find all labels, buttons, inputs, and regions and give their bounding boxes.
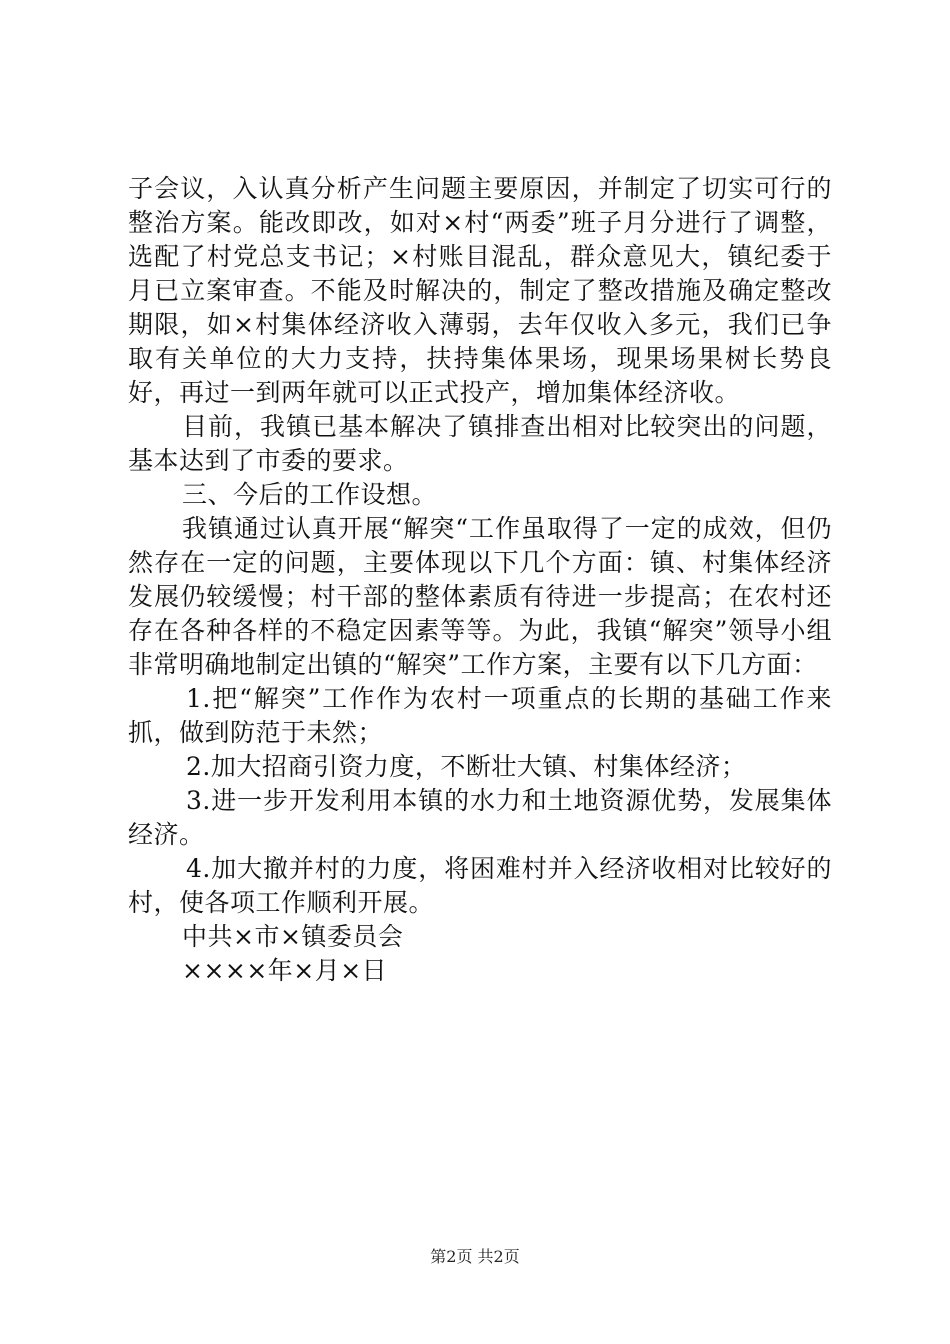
list-item-3: 3.进一步开发利用本镇的水力和土地资源优势，发展集体经济。 bbox=[128, 786, 832, 849]
list-item-2: 2.加大招商引资力度，不断壮大镇、村集体经济； bbox=[186, 752, 747, 781]
paragraph-rectification: 子会议，入认真分析产生问题主要原因，并制定了切实可行的整治方案。能改即改，如对×村“两委”班子月分进行了调整，选配了村党总支书记；×村账目混乱，群众意见大，镇纪委于月已立案审查。不能及时解决的，制定了整改措施及确定整改期限，如×村集体经济收入薄弱，去年仅收入多元，我们已争取有关单位的大力支持，扶持集体果场，现果场果树长势良好，再过一到两年就可以正式投产，增加集体经济收。 bbox=[128, 174, 832, 407]
signature-organization: 中共×市×镇委员会 bbox=[182, 922, 404, 951]
document-body bbox=[128, 172, 832, 988]
list-item-4: 4.加大撤并村的力度，将困难村并入经济收相对比较好的村，使各项工作顺利开展。 bbox=[128, 854, 832, 917]
page-number-footer: 第2页 共2页 bbox=[430, 1247, 520, 1266]
paragraph-current-status: 目前，我镇已基本解决了镇排查出相对比较突出的问题，基本达到了市委的要求。 bbox=[128, 412, 832, 475]
paragraph-problems: 我镇通过认真开展“解突“工作虽取得了一定的成效，但仍然存在一定的问题，主要体现以下几个方面：镇、村集体经济发展仍较缓慢；村干部的整体素质有待进一步提高；在农村还存在各种各样的不稳定因素等等。为此，我镇“解突”领导小组非常明确地制定出镇的“解突”工作方案，主要有以下几方面： bbox=[128, 514, 832, 679]
signature-date: ××××年×月×日 bbox=[182, 956, 388, 985]
list-item-1: 1.把“解突”工作作为农村一项重点的长期的基础工作来抓，做到防范于未然； bbox=[128, 684, 832, 747]
section-heading-future-plans: 三、今后的工作设想。 bbox=[182, 480, 438, 509]
